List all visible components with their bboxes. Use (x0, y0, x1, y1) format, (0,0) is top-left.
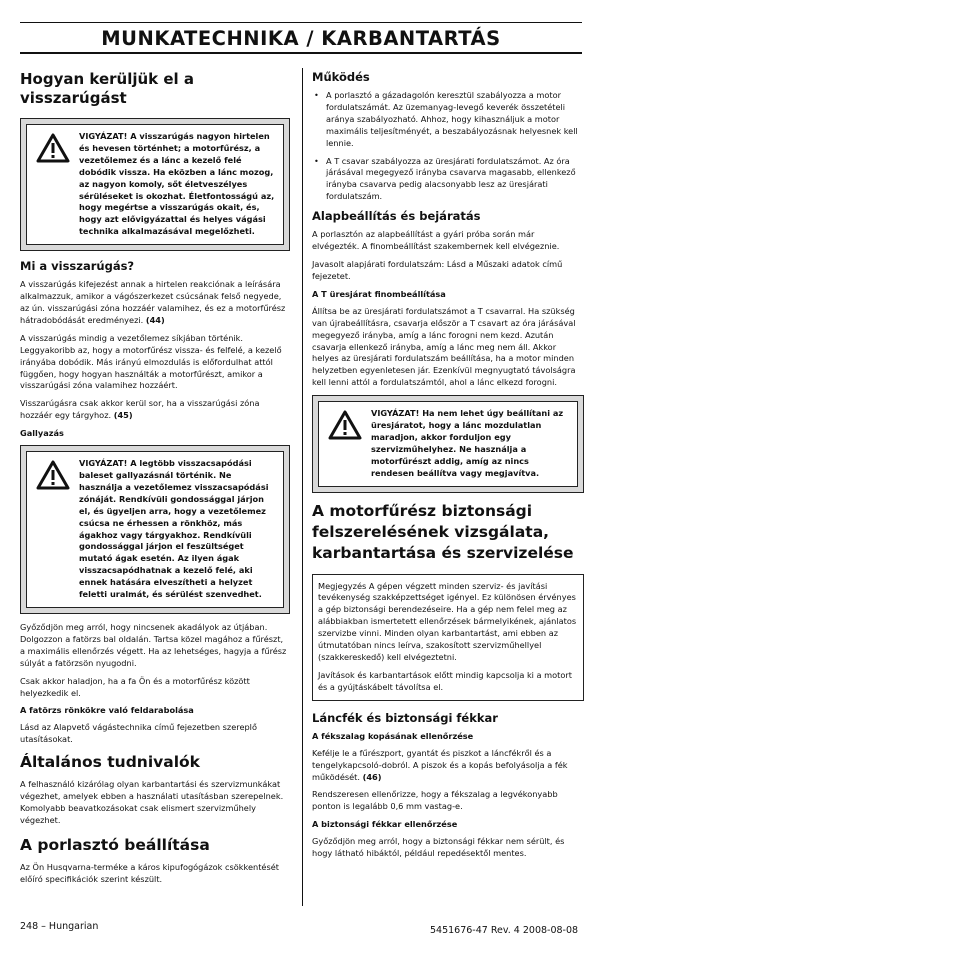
warning-text-limbing: VIGYÁZAT! A legtöbb visszacsapódási baleset gallyazásnál történik. Ne használja a vezetőlemez visszacsapódási zónáját. Rendkívüli gondossággal járjon el, és ügyeljen arra, hogy a vezetőlemez csúcsa ne érhessen a rönkhöz, más ágakhoz vagy tárgyakhoz. Rendkívüli gondossággal járjon el feszültséget mutató ágak esetén. Az ilyen ágak visszacsapódhatnak a kezelő felé, aki ennek hatására elveszítheti a helyzet feletti uralmát, és sérülést szenvedhet. (79, 458, 269, 600)
limbing-paragraph-1: Győződjön meg arról, hogy nincsenek akadályok az útjában. Dolgozzon a fatörzs bal oldalán. Tartsa közel magához a fűrészt, a maximális ellenőrzés végett. Ha az lehetséges, hagyja a fűrész súlyát a fatörzsön nyugodni. (20, 622, 287, 668)
guard-paragraph: Győződjön meg arról, hogy a biztonsági fékkar nem sérült, és hogy látható hibáktól, például repedésektől mentes. (312, 836, 565, 859)
basic-paragraph-2: Javasolt alapjárati fordulatszám: Lásd a Műszaki adatok című fejezetet. (312, 258, 563, 281)
note-paragraph-1: Megjegyzés A gépen végzett minden szerviz- és javítási tevékenység szakképzettséget igényel. Ez különösen érvényes a gép biztonsági berendezéseire. Ha a gép nem felel meg az alábbiakban ismertetett ellenőrzések bármelyikének, ajánlatos szervizbe vinni. Minden olyan karbantartást, ami ebben az útmutatóban nincs leírva, szakosított szervizműhellyel (szakkereskedő) kell elvégeztetni. (318, 580, 577, 662)
note-paragraph-2: Javítások és karbantartások előtt mindig kapcsolja ki a motort és a gyújtáskábelt távolítsa el. (318, 669, 572, 692)
warning-triangle-icon (27, 125, 79, 244)
chain-brake-heading: Láncfék és biztonsági fékkar (312, 710, 498, 725)
kickback-paragraph-3: Visszarúgásra csak akkor kerül sor, ha a visszarúgási zóna hozzáér egy tárgyhoz. (45) (20, 398, 260, 421)
limbing-subheading: Gallyazás (20, 428, 64, 439)
what-is-kickback-heading: Mi a visszarúgás? (20, 259, 135, 274)
left-column (20, 68, 290, 892)
note-box (312, 574, 584, 701)
idle-paragraph: Állítsa be az üresjárati fordulatszámot a T csavarral. Ha szükség van újrabeállításra, csavarja először a T csavart az óra járásával megegyező irányba, amíg a lánc forogni nem kezd. Azután csavarja ellenkező irányba, amíg a lánc meg nem áll. Akkor helyes az üresjárati fordulatszám beállítása, ha a motor minden helyzetben egyenletesen jár. Ezenkívül megnyugtató távolságra kell lenni attól a fordulatszámtól, ahol a lánc elkezd forogni. (312, 305, 576, 388)
kickback-heading: Hogyan kerüljük el a visszarúgást (20, 70, 195, 107)
general-paragraph: A felhasználó kizárólag olyan karbantartási és szervizmunkákat végezhet, amelyek ebben a használati utasításban szerepelnek. Komolyabb beavatkozásokat csak elismert szervizműhely végezhet. (20, 779, 284, 825)
right-column (312, 68, 584, 866)
bucking-paragraph: Lásd az Alapvető vágástechnika című fejezetben szereplő utasításokat. (20, 722, 257, 745)
warning-box-idle (312, 395, 584, 492)
warning-box-kickback (20, 118, 290, 251)
list-item: • A T csavar szabályozza az üresjárati fordulatszámot. Az óra járásával megegyező irányba csavarva magasabb, ellenkező irányba csavarva pedig alacsonyabb lesz az üresjárati fordulatszám. (312, 156, 584, 204)
operation-list (312, 90, 584, 203)
basic-paragraph-1: A porlasztón az alapbeállítást a gyári próba során már elvégezték. A finombeállítást szakembernek kell elvégeznie. (312, 229, 560, 252)
warning-text-idle: VIGYÁZAT! Ha nem lehet úgy beállítani az üresjáratot, hogy a lánc mozdulatlan maradjon, akkor forduljon egy szervizműhelyhez. Ne használja a motorfűrészt addig, amíg az nincs rendesen beállítva vagy megjavítva. (371, 408, 564, 478)
carburettor-heading: A porlasztó beállítása (20, 835, 210, 854)
page-header-title: MUNKATECHNIKA / KARBANTARTÁS (101, 27, 501, 50)
operation-heading: Működés (312, 70, 370, 84)
document-code: 5451676-47 Rev. 4 2008-08-08 (430, 925, 579, 936)
figure-ref-45: (45) (113, 410, 133, 421)
warning-text-kickback: VIGYÁZAT! A visszarúgás nagyon hirtelen és hevesen történhet; a motorfűrész, a vezetőlemez és a lánc a kezelő felé dobódik vissza. Ha eközben a lánc mozog, az nagyon komoly, sőt életveszélyes sérüléseket is okozhat. Életfontosságú az, hogy megértse a visszarúgás okait, és, hogy azt elővigyázattal és helyes vágási technika alkalmazásával megelőzheti. (79, 131, 275, 237)
header-bottom-rule (20, 52, 582, 54)
general-heading: Általános tudnivalók (20, 753, 200, 772)
column-divider (302, 68, 303, 906)
warning-triangle-icon (319, 402, 371, 485)
figure-ref-46: (46) (362, 771, 382, 782)
brake-paragraph-1: Kefélje le a fűrészport, gyantát és piszkot a láncfékről és a tengelykapcsoló-dobról. A piszok és a kopás befolyásolja a fék működését. (46) (312, 747, 568, 782)
warning-triangle-icon (27, 452, 79, 607)
bucking-subheading: A fatörzs rönkökre való feldarabolása (20, 705, 194, 716)
safety-equipment-heading: A motorfűrész biztonsági felszerelésének vizsgálata, karbantartása és szervizelése (312, 501, 574, 562)
kickback-paragraph-1: A visszarúgás kifejezést annak a hirtelen reakciónak a leírására alkalmazzuk, amikor a vágószerkezet csúcsának felső negyede, az ún. visszarúgási zóna hozzáér valamihez, és ez a motorfűrész hátradobódását eredményezi. (44) (20, 279, 286, 325)
header-top-rule (20, 22, 582, 23)
list-item: • A porlasztó a gázadagolón keresztül szabályozza a motor fordulatszámát. Az üzemanyag-levegő keverék összetételi aránya szabályozható. Ahhoz, hogy kihasználjuk a motor maximális teljesítményét, a beszabályozásnak helyesnek kell lennie. (312, 90, 584, 150)
carburettor-paragraph: Az Ön Husqvarna-terméke a káros kipufogógázok csökkentését előíró specifikációk szerint készült. (20, 861, 279, 884)
brake-wear-subheading: A fékszalag kopásának ellenőrzése (312, 730, 474, 741)
limbing-paragraph-2: Csak akkor haladjon, ha a fa Ön és a motorfűrész között helyezkedik el. (20, 675, 250, 698)
idle-adjust-subheading: A T üresjárat finombeállítása (312, 288, 446, 299)
page-number: 248 – Hungarian (20, 921, 99, 932)
brake-paragraph-2: Rendszeresen ellenőrizze, hogy a fékszalag a legvékonyabb ponton is legalább 0,6 mm vastag-e. (312, 789, 558, 812)
kickback-paragraph-2: A visszarúgás mindig a vezetőlemez síkjában történik. Leggyakoribb az, hogy a motorfűrész vissza- és felfelé, a kezelő irányába dobódik. Más irányú elmozdulás is előfordulhat attól függően, hogy hogyan használták a motorfűrészt, amikor a visszarúgási zóna valamihez hozzáért. (20, 332, 282, 391)
figure-ref-44: (44) (145, 314, 165, 325)
warning-box-limbing (20, 445, 290, 614)
basic-setting-heading: Alapbeállítás és bejáratás (312, 209, 481, 224)
kickback-guard-subheading: A biztonsági fékkar ellenőrzése (312, 819, 458, 830)
